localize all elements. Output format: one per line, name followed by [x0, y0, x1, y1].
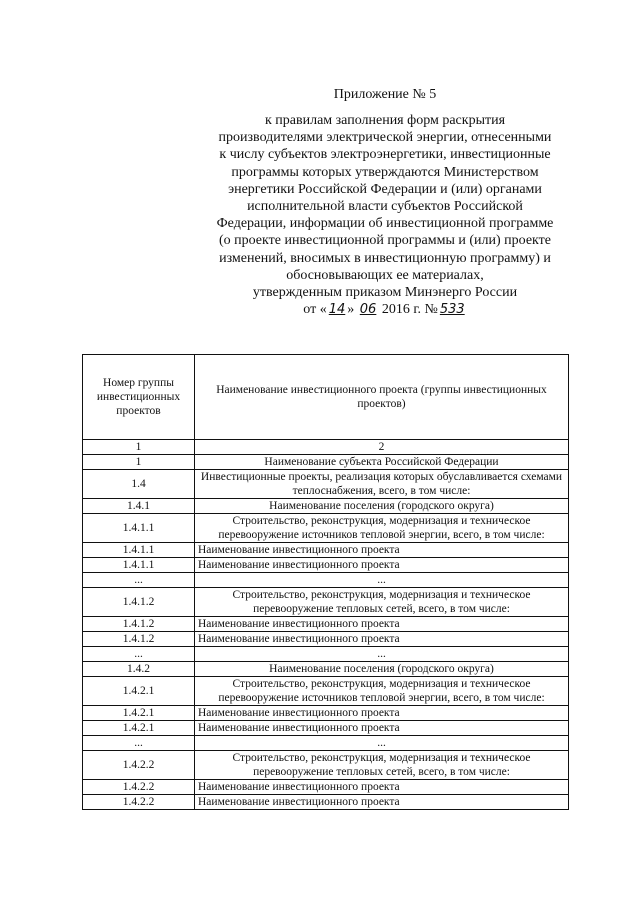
- order-day-handwritten: 14: [328, 302, 346, 318]
- order-number-handwritten: 533: [439, 302, 465, 318]
- project-name-cell: Наименование инвестиционного проекта: [195, 617, 569, 632]
- table-row: [83, 499, 569, 514]
- header-line: к правилам заполнения форм раскрытия: [264, 113, 506, 128]
- project-name-cell: Строительство, реконструкция, модернизация и техническое перевооружение источников тепловой энергии, всего, в том числе:: [195, 677, 569, 706]
- header-line: программы которых утверждаются Министерством: [231, 164, 539, 180]
- table-row: [83, 558, 569, 573]
- column-index-row: [83, 440, 569, 455]
- table-row: [83, 677, 569, 706]
- group-number-cell: 1.4.1: [83, 499, 195, 514]
- investment-projects-table: [82, 354, 569, 810]
- group-number-cell: 1.4.1.1: [83, 558, 195, 573]
- table-row: [83, 617, 569, 632]
- table-row: [83, 543, 569, 558]
- header-line: исполнительной власти субъектов Российской: [247, 199, 523, 215]
- group-number-cell: ...: [83, 736, 195, 751]
- group-number-cell: 1.4.2.2: [83, 780, 195, 795]
- document-header: [180, 86, 590, 318]
- group-number-cell: 1.4.1.2: [83, 588, 195, 617]
- project-name-cell: ...: [195, 573, 569, 588]
- group-number-cell: 1.4.2.2: [83, 751, 195, 780]
- header-line: (о проекте инвестиционной программы и (или) проекте: [218, 233, 552, 249]
- header-line: энергетики Российской Федерации и (или) органами: [228, 181, 542, 197]
- table-row: [83, 647, 569, 662]
- group-number-cell: 1.4.1.1: [83, 514, 195, 543]
- order-mid: »: [347, 302, 358, 318]
- project-name-cell: ...: [195, 647, 569, 662]
- column-header-group-number: Номер группы инвестиционных проектов: [83, 355, 195, 440]
- header-line: изменений, вносимых в инвестиционную программу) и: [219, 250, 551, 266]
- table-row: [83, 736, 569, 751]
- group-number-cell: 1.4.2.1: [83, 706, 195, 721]
- project-name-cell: Наименование инвестиционного проекта: [195, 721, 569, 736]
- table-row: [83, 751, 569, 780]
- group-number-cell: 1.4.2: [83, 662, 195, 677]
- table-row: [83, 588, 569, 617]
- table-header-row: [83, 355, 569, 440]
- order-month-handwritten: 06: [359, 302, 377, 318]
- project-name-cell: Наименование инвестиционного проекта: [195, 780, 569, 795]
- column-header-project-name: Наименование инвестиционного проекта (группы инвестиционных проектов): [195, 355, 569, 440]
- group-number-cell: 1: [83, 455, 195, 470]
- project-name-cell: Строительство, реконструкция, модернизация и техническое перевооружение источников тепловой энергии, всего, в том числе:: [195, 514, 569, 543]
- order-year: 2016 г. №: [378, 302, 438, 318]
- project-name-cell: Строительство, реконструкция, модернизация и техническое перевооружение тепловых сетей, всего, в том числе:: [195, 588, 569, 617]
- order-date-line: [180, 301, 590, 318]
- table-row: [83, 455, 569, 470]
- header-line: производителями электрической энергии, отнесенными: [218, 130, 552, 146]
- table-row: [83, 721, 569, 736]
- column-index-1: 1: [83, 440, 195, 455]
- group-number-cell: 1.4.1.2: [83, 617, 195, 632]
- project-name-cell: Наименование субъекта Российской Федерации: [195, 455, 569, 470]
- table-row: [83, 573, 569, 588]
- group-number-cell: 1.4.2.1: [83, 721, 195, 736]
- project-name-cell: Наименование инвестиционного проекта: [195, 632, 569, 647]
- table-row: [83, 632, 569, 647]
- header-line: утвержденным приказом Минэнерго России: [252, 285, 518, 301]
- project-name-cell: Наименование инвестиционного проекта: [195, 795, 569, 810]
- project-name-cell: Наименование инвестиционного проекта: [195, 543, 569, 558]
- group-number-cell: 1.4.1.2: [83, 632, 195, 647]
- header-text: [180, 112, 590, 301]
- table-row: [83, 470, 569, 499]
- order-prefix: от «: [303, 302, 327, 318]
- project-name-cell: Наименование инвестиционного проекта: [195, 558, 569, 573]
- group-number-cell: ...: [83, 573, 195, 588]
- project-name-cell: Наименование поселения (городского округа): [195, 662, 569, 677]
- project-name-cell: Наименование инвестиционного проекта: [195, 706, 569, 721]
- header-line: обосновывающих ее материалах,: [286, 267, 484, 283]
- table-body: [83, 440, 569, 810]
- group-number-cell: 1.4.2.2: [83, 795, 195, 810]
- project-name-cell: Строительство, реконструкция, модернизация и техническое перевооружение тепловых сетей, всего, в том числе:: [195, 751, 569, 780]
- project-name-cell: ...: [195, 736, 569, 751]
- appendix-title: Приложение № 5: [333, 87, 437, 102]
- project-name-cell: Инвестиционные проекты, реализация которых обуславливается схемами теплоснабжения, всего, в том числе:: [195, 470, 569, 499]
- project-name-cell: Наименование поселения (городского округа): [195, 499, 569, 514]
- header-line: к числу субъектов электроэнергетики, инвестиционные: [219, 147, 551, 163]
- table-row: [83, 795, 569, 810]
- header-line: Федерации, информации об инвестиционной программе: [216, 216, 554, 232]
- table-row: [83, 514, 569, 543]
- group-number-cell: 1.4.1.1: [83, 543, 195, 558]
- table-row: [83, 662, 569, 677]
- table-row: [83, 706, 569, 721]
- group-number-cell: ...: [83, 647, 195, 662]
- table-row: [83, 780, 569, 795]
- group-number-cell: 1.4: [83, 470, 195, 499]
- column-index-2: 2: [195, 440, 569, 455]
- group-number-cell: 1.4.2.1: [83, 677, 195, 706]
